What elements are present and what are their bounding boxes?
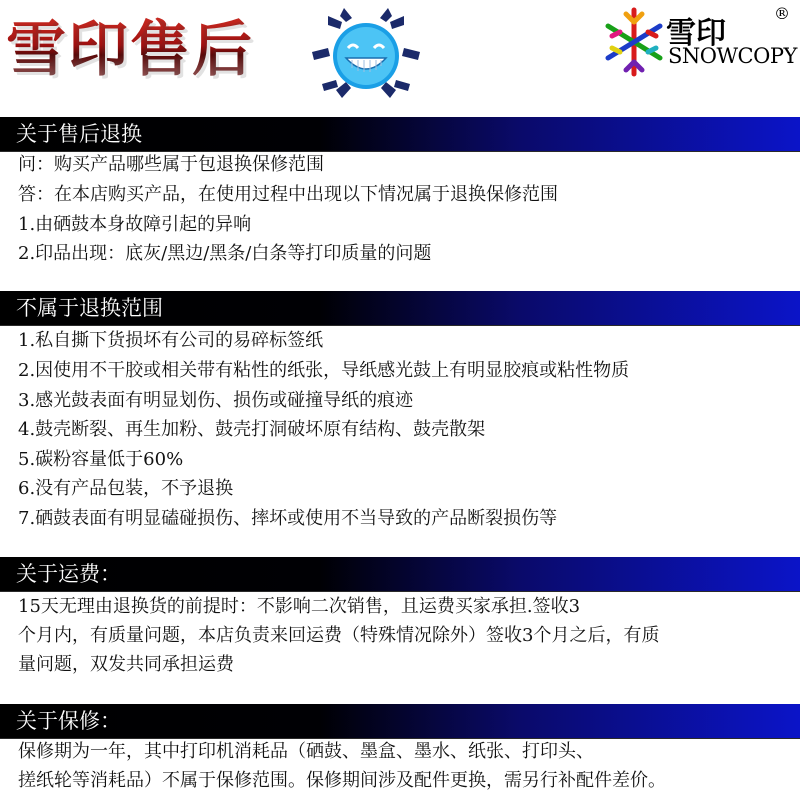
registered-mark: ® bbox=[774, 4, 790, 23]
section-line: 搓纸轮等消耗品）不属于保修范围。保修期间涉及配件更换，需另行补配件差价。 bbox=[18, 770, 666, 791]
section-title: 不属于退换范围 bbox=[16, 296, 163, 320]
section-line: 问：购买产品哪些属于包退换保修范围 bbox=[18, 154, 324, 175]
section-line: 5.碳粉容量低于60% bbox=[18, 449, 184, 470]
section-line: 1.由硒鼓本身故障引起的异响 bbox=[18, 214, 252, 235]
section-line: 7.硒鼓表面有明显磕碰损伤、摔坏或使用不当导致的产品断裂损伤等 bbox=[18, 508, 558, 529]
section-line: 答：在本店购买产品，在使用过程中出现以下情况属于退换保修范围 bbox=[18, 184, 558, 205]
brand-title: 雪印售后 bbox=[6, 0, 254, 100]
header bbox=[0, 0, 800, 112]
section-line: 量问题，双发共同承担运费 bbox=[18, 654, 234, 675]
section-line: 15天无理由退换货的前提时：不影响二次销售，且运费买家承担.签收3 bbox=[18, 596, 581, 617]
section-line: 6.没有产品包装，不予退换 bbox=[18, 478, 234, 499]
section-title: 关于售后退换 bbox=[16, 122, 142, 146]
section-line: 1.私自撕下货损坏有公司的易碎标签纸 bbox=[18, 330, 324, 351]
section-header-warranty bbox=[0, 704, 800, 739]
section-line: 保修期为一年，其中打印机消耗品（硒鼓、墨盒、墨水、纸张、打印头、 bbox=[18, 741, 594, 762]
section-header-after-sales bbox=[0, 117, 800, 152]
section-line: 3.感光鼓表面有明显划伤、损伤或碰撞导纸的痕迹 bbox=[18, 390, 414, 411]
section-header-not-covered bbox=[0, 291, 800, 326]
section-line: 个月内，有质量问题，本店负责来回运费（特殊情况除外）签收3个月之后，有质 bbox=[18, 625, 660, 646]
snowflake-mascot-icon bbox=[306, 4, 426, 108]
section-title: 关于运费： bbox=[16, 562, 121, 586]
section-header-shipping bbox=[0, 557, 800, 592]
logo-english-text: SNOWCOPY bbox=[668, 44, 797, 68]
section-line: 2.印品出现：底灰/黑边/黑条/白条等打印质量的问题 bbox=[18, 243, 432, 264]
section-title: 关于保修： bbox=[16, 709, 121, 733]
section-line: 2.因使用不干胶或相关带有粘性的纸张，导纸感光鼓上有明显胶痕或粘性物质 bbox=[18, 360, 630, 381]
logo-chinese-text: 雪印 bbox=[666, 16, 726, 51]
section-line: 4.鼓壳断裂、再生加粉、鼓壳打洞破坏原有结构、鼓壳散架 bbox=[18, 419, 486, 440]
